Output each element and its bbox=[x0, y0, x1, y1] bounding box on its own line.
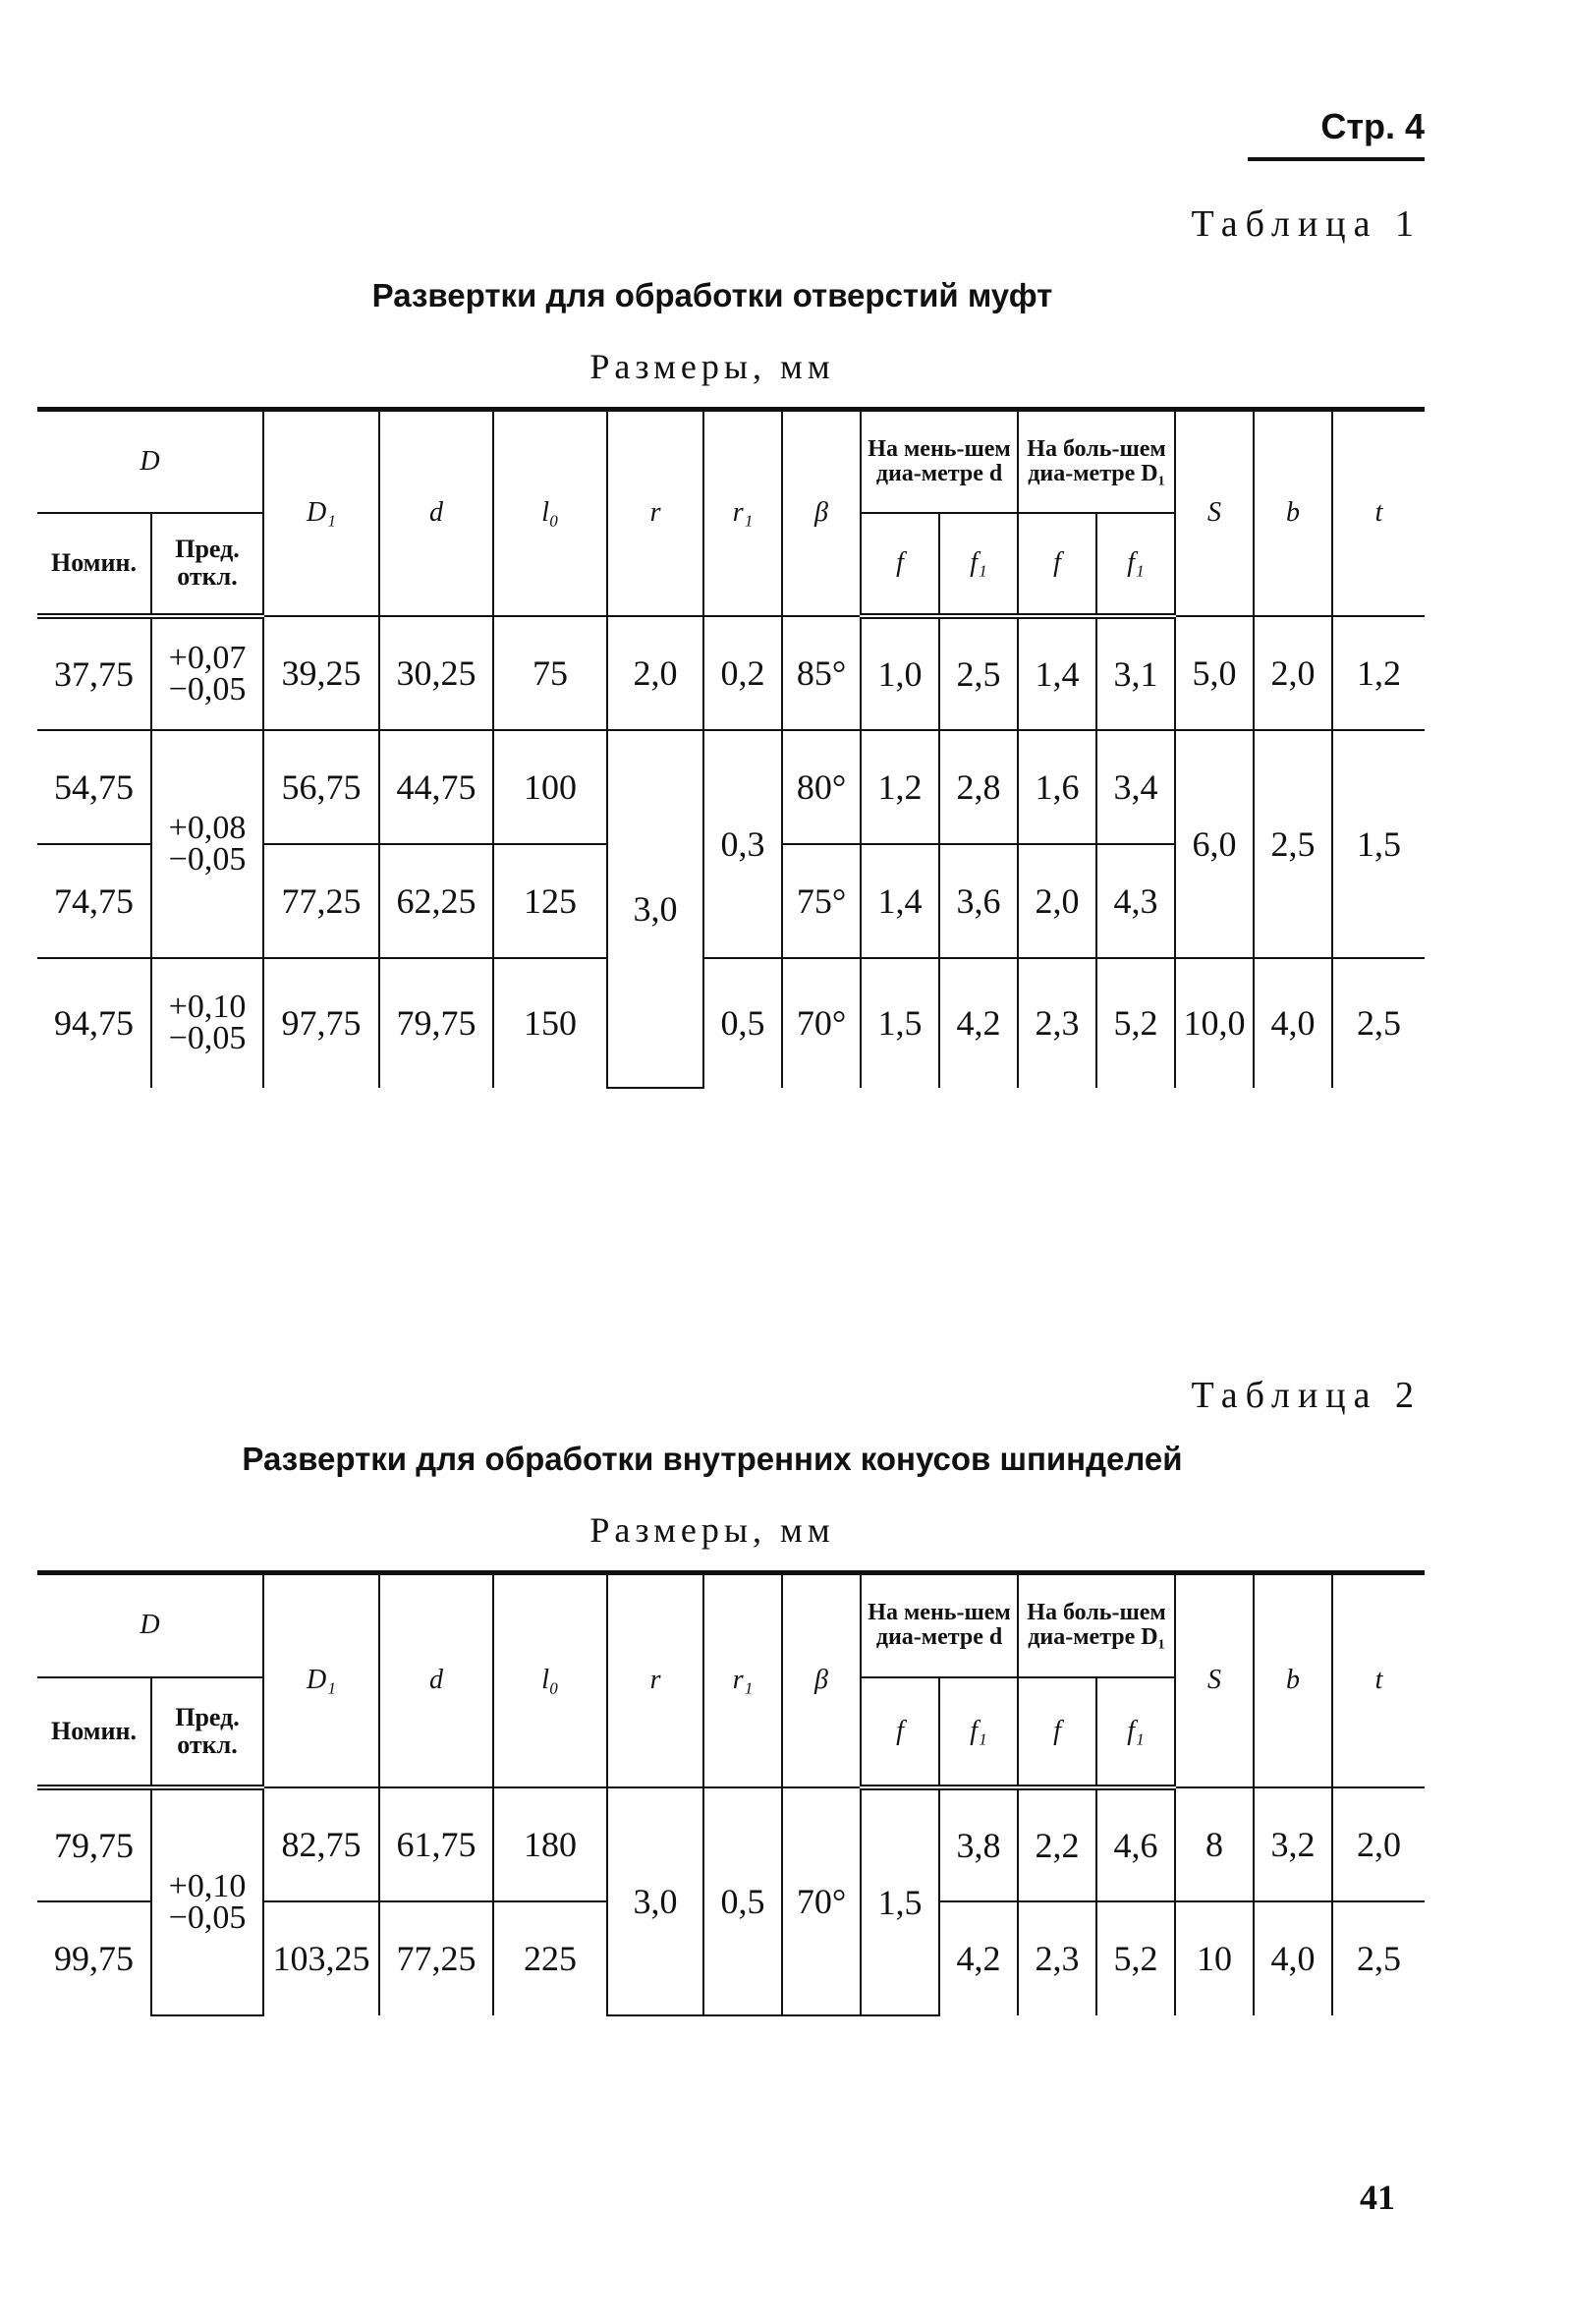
cell-r1: 0,2 bbox=[703, 616, 782, 730]
cell-t: 1,5 bbox=[1332, 730, 1425, 958]
cell-r1: 0,3 bbox=[703, 730, 782, 958]
header-r1: r₁ bbox=[703, 410, 782, 616]
page-reference-rule bbox=[1248, 157, 1425, 161]
cell-d1: 82,75 bbox=[263, 1787, 379, 1901]
cell-f1-large: 5,2 bbox=[1096, 958, 1175, 1088]
cell-d1: 103,25 bbox=[263, 1901, 379, 2015]
cell-l0: 180 bbox=[493, 1787, 607, 1901]
cell-r: 3,0 bbox=[607, 1787, 703, 2015]
header-larger-diameter: На боль-шем диа-метре D₁ bbox=[1018, 410, 1175, 513]
cell-small-d: 30,25 bbox=[379, 616, 493, 730]
header-smaller-diameter: На мень-шем диа-метре d bbox=[861, 410, 1018, 513]
cell-d1: 77,25 bbox=[263, 844, 379, 958]
header-pred-otkl: Пред. откл. bbox=[151, 1677, 263, 1787]
cell-f-large: 2,3 bbox=[1018, 1901, 1096, 2015]
cell-f-large: 2,0 bbox=[1018, 844, 1096, 958]
cell-small-d: 61,75 bbox=[379, 1787, 493, 1901]
cell-tolerance bbox=[151, 1787, 263, 2015]
cell-s: 10,0 bbox=[1175, 958, 1254, 1088]
page-number: 41 bbox=[1360, 2178, 1395, 2217]
cell-r1: 0,5 bbox=[703, 958, 782, 1088]
cell-f1-large: 3,1 bbox=[1096, 616, 1175, 730]
cell-small-d: 44,75 bbox=[379, 730, 493, 844]
cell-small-d: 79,75 bbox=[379, 958, 493, 1088]
cell-l0: 100 bbox=[493, 730, 607, 844]
cell-tolerance bbox=[151, 958, 263, 1088]
cell-beta: 80° bbox=[782, 730, 861, 844]
header-r1: r₁ bbox=[703, 1573, 782, 1787]
cell-f1-small: 3,6 bbox=[939, 844, 1018, 958]
cell-f-small: 1,4 bbox=[861, 844, 939, 958]
cell-beta: 75° bbox=[782, 844, 861, 958]
cell-f1-small: 2,5 bbox=[939, 616, 1018, 730]
header-s: S bbox=[1175, 410, 1254, 616]
cell-nomin: 74,75 bbox=[37, 844, 151, 958]
cell-f1-large: 4,6 bbox=[1096, 1787, 1175, 1901]
table2-units: Размеры, мм bbox=[589, 1510, 835, 1550]
tol-plus: +0,10 bbox=[168, 1867, 247, 1904]
cell-tolerance bbox=[151, 616, 263, 730]
header-f-large: f bbox=[1018, 1677, 1096, 1787]
table-row bbox=[37, 1787, 1425, 1901]
cell-b: 2,5 bbox=[1254, 730, 1332, 958]
table1-title: Развертки для обработки отверстий муфт bbox=[371, 277, 1053, 313]
table1-label: Таблица 1 bbox=[1191, 203, 1422, 245]
cell-f-small: 1,5 bbox=[861, 958, 939, 1088]
cell-f-small: 1,5 bbox=[861, 1787, 939, 2015]
cell-t: 1,2 bbox=[1332, 616, 1425, 730]
cell-small-d: 62,25 bbox=[379, 844, 493, 958]
header-small-d: d bbox=[379, 410, 493, 616]
cell-f-large: 1,4 bbox=[1018, 616, 1096, 730]
cell-f1-small: 2,8 bbox=[939, 730, 1018, 844]
cell-f1-large: 5,2 bbox=[1096, 1901, 1175, 2015]
table-row bbox=[37, 730, 1425, 844]
header-t: t bbox=[1332, 410, 1425, 616]
cell-f1-small: 3,8 bbox=[939, 1787, 1018, 1901]
header-d1: D₁ bbox=[263, 410, 379, 616]
table-row bbox=[37, 616, 1425, 730]
header-r: r bbox=[607, 1573, 703, 1787]
cell-beta: 70° bbox=[782, 958, 861, 1088]
page-reference: Стр. 4 bbox=[1320, 106, 1425, 146]
header-f-small: f bbox=[861, 513, 939, 616]
cell-beta: 85° bbox=[782, 616, 861, 730]
cell-t: 2,5 bbox=[1332, 1901, 1425, 2015]
header-beta: β bbox=[782, 410, 861, 616]
cell-nomin: 94,75 bbox=[37, 958, 151, 1088]
cell-nomin: 37,75 bbox=[37, 616, 151, 730]
header-beta: β bbox=[782, 1573, 861, 1787]
header-d: D bbox=[37, 410, 263, 513]
tol-plus: +0,10 bbox=[168, 989, 247, 1025]
cell-t: 2,5 bbox=[1332, 958, 1425, 1088]
header-f1-small: f₁ bbox=[939, 1677, 1018, 1787]
tol-minus: −0,05 bbox=[168, 840, 247, 878]
header-f-large: f bbox=[1018, 513, 1096, 616]
header-smaller-diameter: На мень-шем диа-метре d bbox=[861, 1573, 1018, 1677]
cell-nomin: 99,75 bbox=[37, 1901, 151, 2015]
cell-r: 2,0 bbox=[607, 616, 703, 730]
header-nomin: Номин. bbox=[37, 1677, 151, 1787]
tol-minus: −0,05 bbox=[168, 1020, 247, 1056]
header-f1-small: f₁ bbox=[939, 513, 1018, 616]
cell-f-large: 2,3 bbox=[1018, 958, 1096, 1088]
header-f1-large: f₁ bbox=[1096, 513, 1175, 616]
cell-f-small: 1,2 bbox=[861, 730, 939, 844]
header-t: t bbox=[1332, 1573, 1425, 1787]
header-r: r bbox=[607, 410, 703, 616]
cell-nomin: 54,75 bbox=[37, 730, 151, 844]
cell-l0: 150 bbox=[493, 958, 607, 1088]
cell-b: 3,2 bbox=[1254, 1787, 1332, 1901]
cell-s: 6,0 bbox=[1175, 730, 1254, 958]
header-l0: l₀ bbox=[493, 410, 607, 616]
tol-plus: +0,07 bbox=[168, 639, 247, 676]
cell-f1-small: 4,2 bbox=[939, 1901, 1018, 2015]
cell-s: 5,0 bbox=[1175, 616, 1254, 730]
cell-d1: 56,75 bbox=[263, 730, 379, 844]
table2-label: Таблица 2 bbox=[1191, 1375, 1422, 1416]
cell-d1: 39,25 bbox=[263, 616, 379, 730]
cell-f-large: 1,6 bbox=[1018, 730, 1096, 844]
cell-f-small: 1,0 bbox=[861, 616, 939, 730]
table2 bbox=[37, 1570, 1425, 2016]
cell-d1: 97,75 bbox=[263, 958, 379, 1088]
cell-f1-small: 4,2 bbox=[939, 958, 1018, 1088]
cell-b: 4,0 bbox=[1254, 1901, 1332, 2015]
tol-plus: +0,08 bbox=[168, 809, 247, 846]
cell-r1: 0,5 bbox=[703, 1787, 782, 2015]
header-nomin: Номин. bbox=[37, 513, 151, 616]
cell-s: 10 bbox=[1175, 1901, 1254, 2015]
cell-b: 2,0 bbox=[1254, 616, 1332, 730]
header-l0: l₀ bbox=[493, 1573, 607, 1787]
table1-units: Размеры, мм bbox=[589, 347, 835, 386]
cell-l0: 225 bbox=[493, 1901, 607, 2015]
cell-beta: 70° bbox=[782, 1787, 861, 2015]
cell-f1-large: 3,4 bbox=[1096, 730, 1175, 844]
cell-tolerance bbox=[151, 730, 263, 958]
cell-b: 4,0 bbox=[1254, 958, 1332, 1088]
header-d: D bbox=[37, 1573, 263, 1677]
cell-f1-large: 4,3 bbox=[1096, 844, 1175, 958]
header-s: S bbox=[1175, 1573, 1254, 1787]
header-d1: D₁ bbox=[263, 1573, 379, 1787]
tol-minus: −0,05 bbox=[168, 1899, 247, 1936]
cell-small-d: 77,25 bbox=[379, 1901, 493, 2015]
header-pred-otkl: Пред. откл. bbox=[151, 513, 263, 616]
cell-f-large: 2,2 bbox=[1018, 1787, 1096, 1901]
cell-l0: 125 bbox=[493, 844, 607, 958]
header-small-d: d bbox=[379, 1573, 493, 1787]
cell-l0: 75 bbox=[493, 616, 607, 730]
cell-s: 8 bbox=[1175, 1787, 1254, 1901]
cell-r: 3,0 bbox=[607, 730, 703, 1088]
header-b: b bbox=[1254, 1573, 1332, 1787]
header-b: b bbox=[1254, 410, 1332, 616]
table-row bbox=[37, 958, 1425, 1088]
table1 bbox=[37, 407, 1425, 1089]
header-larger-diameter: На боль-шем диа-метре D₁ bbox=[1018, 1573, 1175, 1677]
cell-nomin: 79,75 bbox=[37, 1787, 151, 1901]
cell-t: 2,0 bbox=[1332, 1787, 1425, 1901]
table2-title: Развертки для обработки внутренних конусов шпинделей bbox=[242, 1441, 1183, 1477]
header-f-small: f bbox=[861, 1677, 939, 1787]
tol-minus: −0,05 bbox=[168, 670, 247, 708]
header-f1-large: f₁ bbox=[1096, 1677, 1175, 1787]
